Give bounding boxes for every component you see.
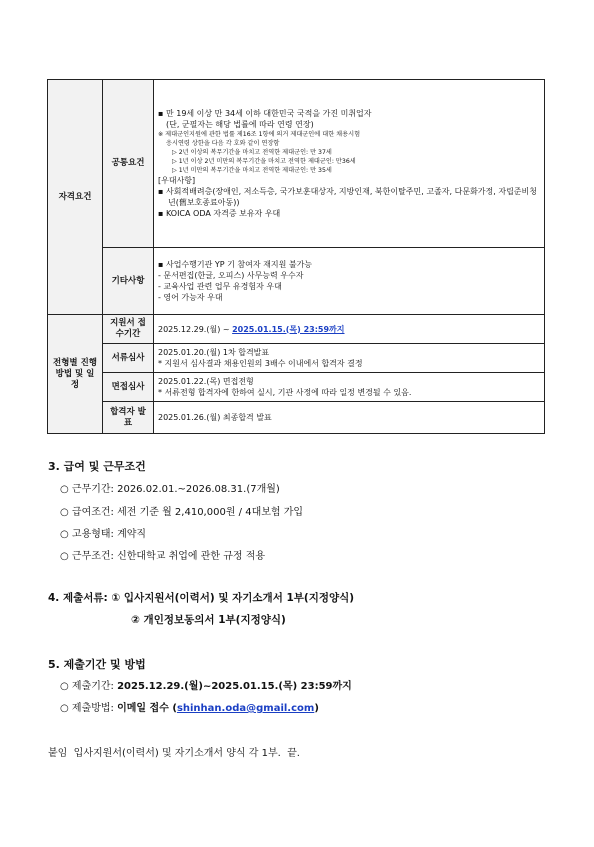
section4-title: 4. 제출서류: ① 입사지원서(이력서) 및 자기소개서 1부(지정양식): [48, 592, 355, 604]
final-announcement-content: 2025.01.26.(월) 최종합격 발표: [154, 402, 545, 434]
submission-method-value: 이메일 접수 (: [117, 703, 177, 714]
application-period-content: [154, 315, 545, 344]
common-line: ▷ 1년 미만의 복무기간을 마치고 전역한 제대군인: 만 35세: [172, 167, 332, 174]
common-requirements-row: [48, 80, 545, 248]
interview-content: [154, 373, 545, 402]
other-line: - 교육사업 관련 업무 유경험자 우대: [158, 282, 282, 291]
common-line: ▪ 만 19세 이상 만 34세 이하 대한민국 국적을 가진 미취업자: [158, 109, 372, 118]
section3-item: ○ 근무기간: 2026.02.01.~2026.08.31.(7개월): [60, 484, 280, 495]
submission-period: [60, 677, 352, 692]
document-review-line: * 지원서 심사결과 채용인원의 3배수 이내에서 합격자 결정: [158, 359, 363, 368]
other-requirements-row: [48, 248, 545, 315]
interview-line: 2025.01.22.(목) 면접전형: [158, 377, 254, 386]
other-line: ▪ 사업수행기관 YP 기 참여자 재지원 불가능: [158, 260, 313, 269]
common-line: ※ 제대군인지원에 관한 법률 제16조 1항에 의거 제대군인에 대한 채용시험: [158, 131, 361, 138]
application-start: 2025.12.29.(월) ~: [158, 324, 233, 334]
section5-title: 5. 제출기간 및 방법: [48, 658, 146, 671]
interview-line: * 서류전형 합격자에 한하여 실시, 기관 사정에 따라 일정 변경될 수 있음.: [158, 388, 412, 397]
application-period-row: [48, 315, 545, 344]
submission-period-label: ○ 제출기간:: [60, 681, 118, 692]
common-line: 응시연령 상한을 다음 각 호와 같이 연장함: [166, 140, 280, 147]
other-content: [154, 248, 545, 315]
common-line: (단, 군필자는 해당 법률에 따라 연령 연장): [166, 120, 314, 129]
section3-title: 3. 급여 및 근무조건: [48, 460, 146, 473]
document-review-content: [154, 344, 545, 373]
schedule-label: 전형별 진행방법 및 일정: [48, 315, 103, 434]
common-content: [154, 80, 545, 248]
section3-item: ○ 근무조건: 신한대학교 취업에 관한 규정 적용: [60, 551, 266, 562]
final-announcement-label: 합격자 발표: [103, 402, 154, 434]
submission-method-suffix: ): [314, 703, 319, 714]
application-period-label: 지원서 접수기간: [103, 315, 154, 344]
section3-item: ○ 고용형태: 계약직: [60, 529, 147, 540]
common-line: ▷ 1년 이상 2년 미만의 복무기간을 마치고 전역한 제대군인: 만36세: [172, 158, 356, 165]
submission-method: [60, 699, 319, 714]
other-label: 기타사항: [103, 248, 154, 315]
final-announcement-row: [48, 402, 545, 434]
submission-method-label: ○ 제출방법:: [60, 703, 118, 714]
section4-title-line2: ② 개인정보동의서 1부(지정양식): [131, 614, 286, 626]
common-line: ▪ KOICA ODA 자격증 보유자 우대: [158, 209, 281, 218]
other-line: - 영어 가능자 우대: [158, 293, 223, 302]
qualification-label: 자격요건: [48, 80, 103, 315]
common-line: ▷ 2년 이상의 복무기간을 마치고 전역한 제대군인: 만 37세: [172, 149, 332, 156]
submission-period-value: 2025.12.29.(월)~2025.01.15.(목) 23:59까지: [117, 681, 352, 692]
document-review-line: 2025.01.20.(월) 1차 합격발표: [158, 348, 270, 357]
document-review-row: [48, 344, 545, 373]
document-review-label: 서류심사: [103, 344, 154, 373]
section3-item: ○ 급여조건: 세전 기준 월 2,410,000원 / 4대보험 가입: [60, 507, 304, 518]
email-link[interactable]: shinhan.oda@gmail.com: [176, 703, 315, 714]
interview-label: 면접심사: [103, 373, 154, 402]
other-line: - 문서편집(한글, 오피스) 사무능력 우수자: [158, 271, 304, 280]
preferences-heading: [우대사항]: [158, 176, 196, 185]
common-line: ▪ 사회적배려층(장애인, 저소득층, 국가보훈대상자, 지방인재, 북한이탈주민, 고졸자, 다문화가정, 자립준비청년(舊보호종료아동)): [158, 187, 537, 207]
application-deadline: 2025.01.15.(목) 23:59까지: [232, 324, 345, 334]
interview-row: [48, 373, 545, 402]
common-label: 공통요건: [103, 80, 154, 248]
requirements-table: [47, 79, 545, 434]
attachment-note: 붙임 입사지원서(이력서) 및 자기소개서 양식 각 1부. 끝.: [48, 748, 300, 759]
